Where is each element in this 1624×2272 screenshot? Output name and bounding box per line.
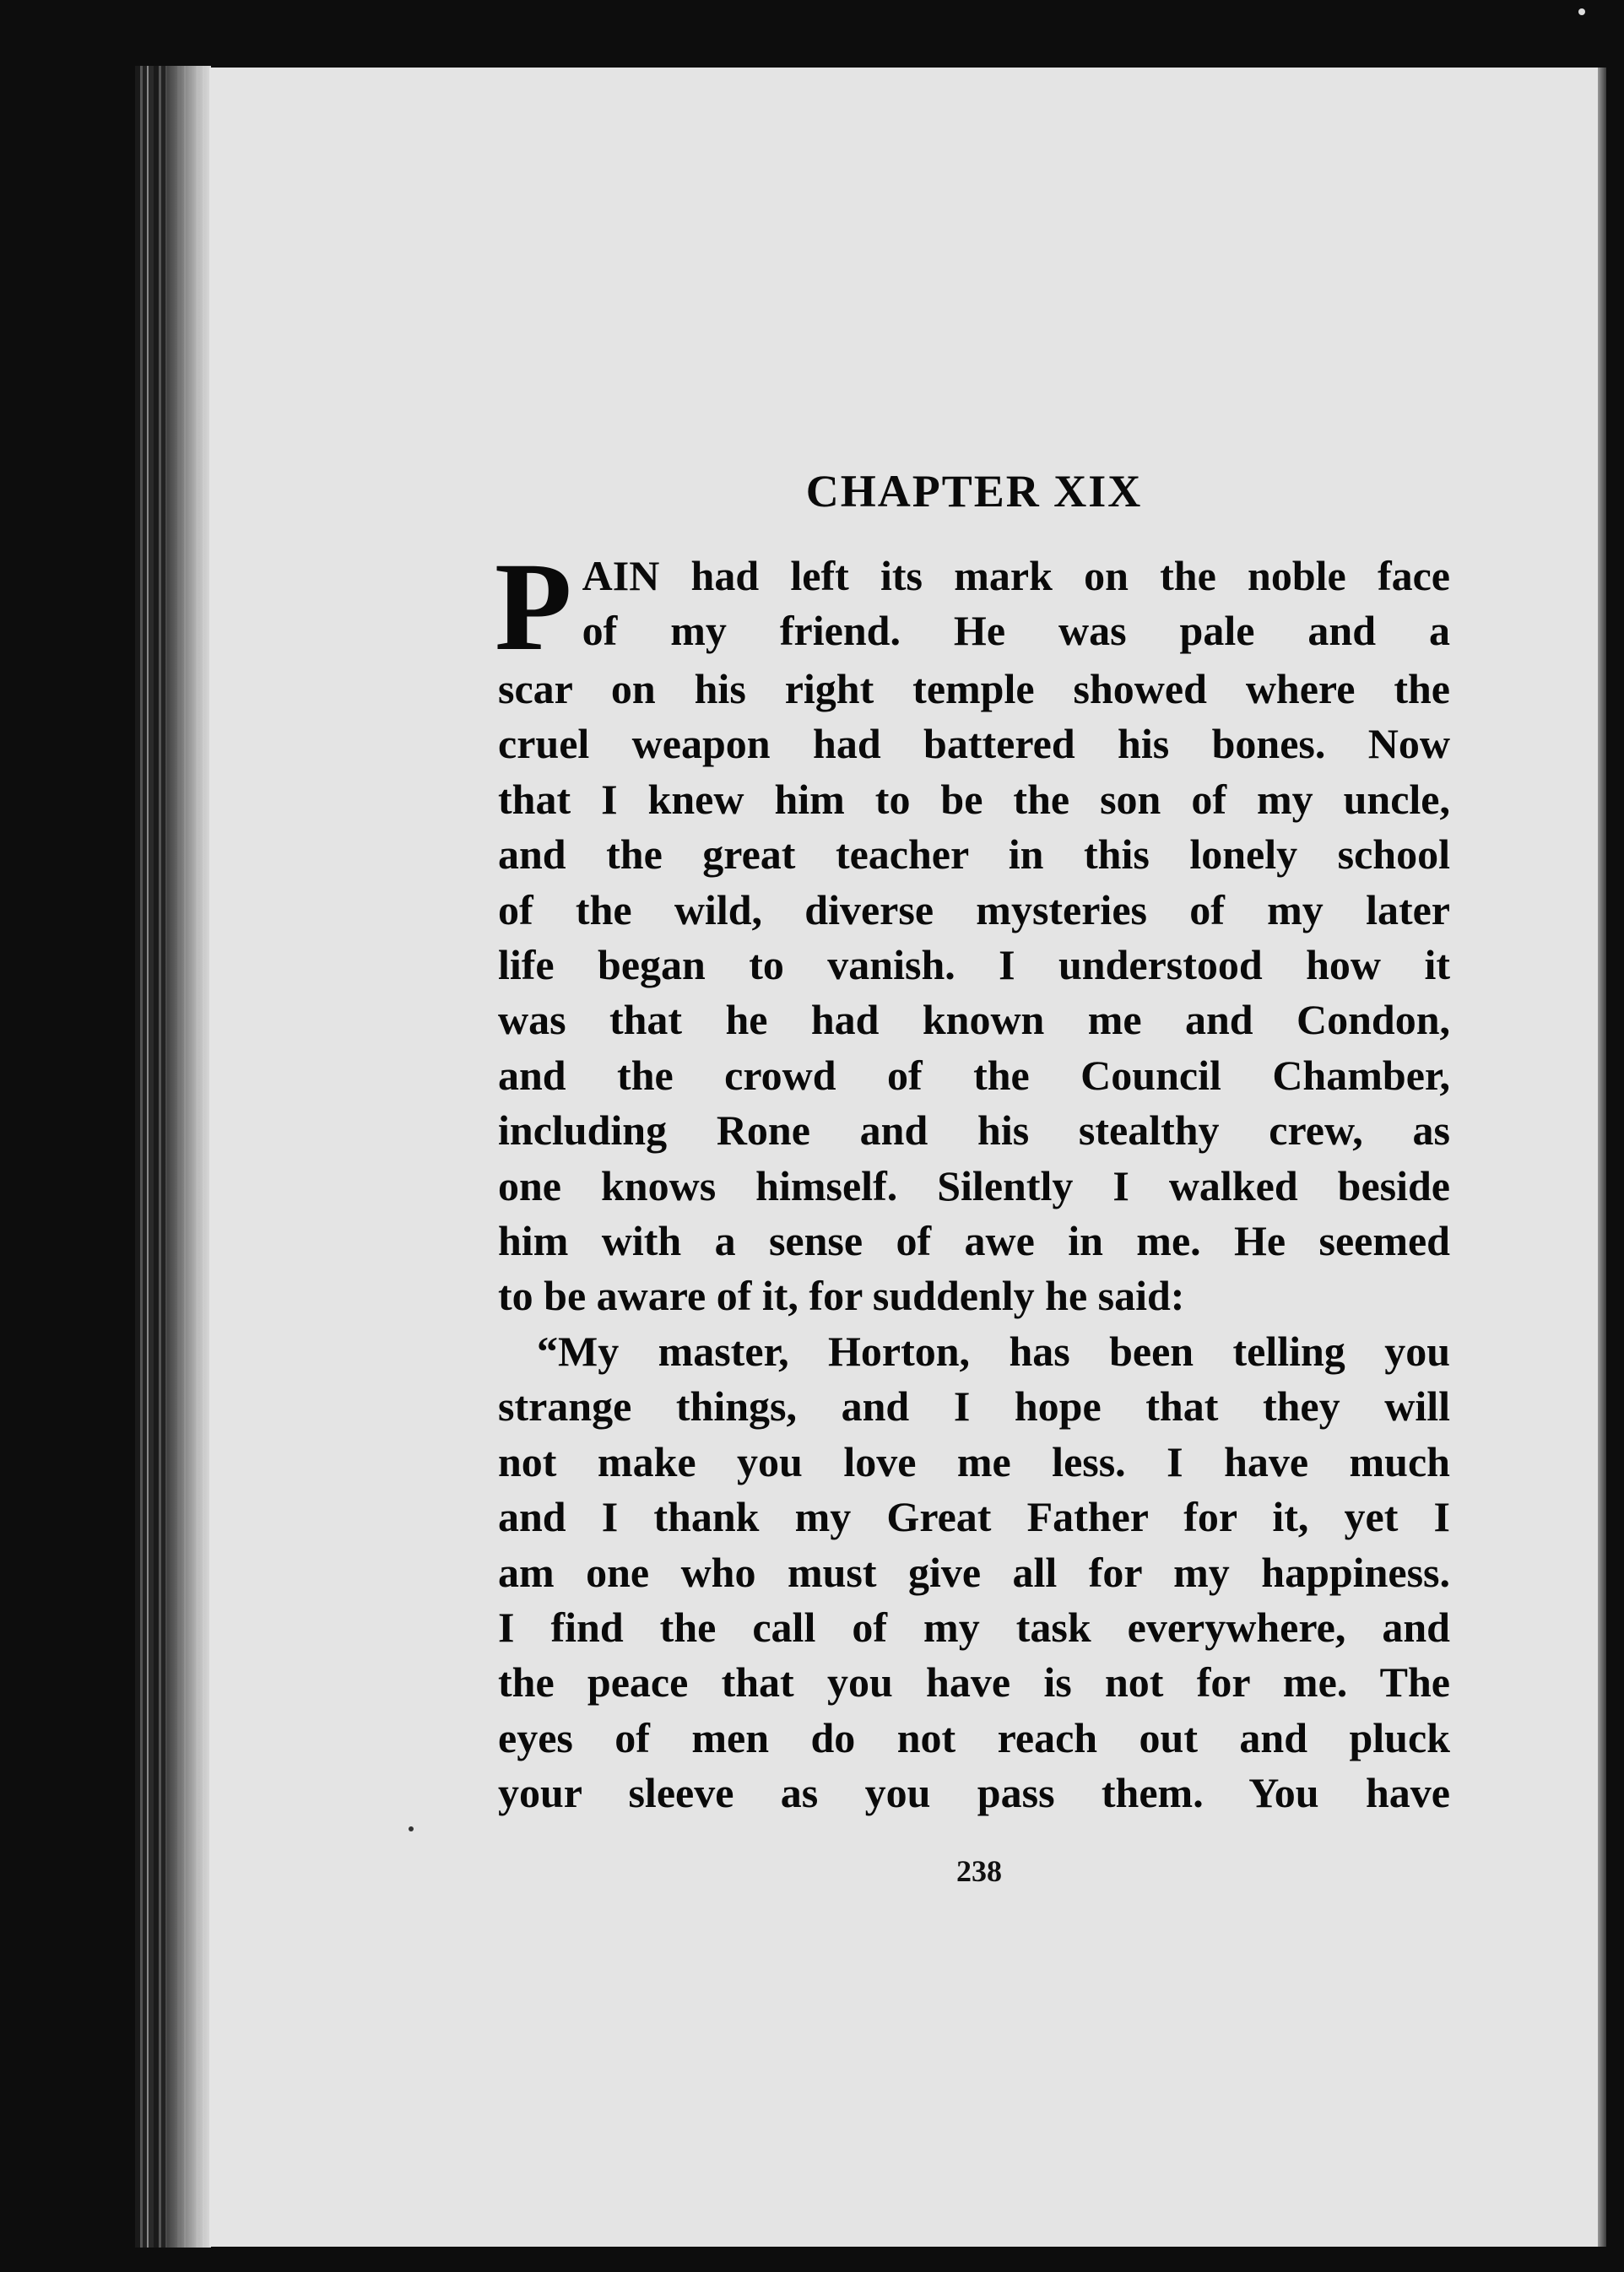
page-right-edge [1598, 68, 1606, 2247]
gutter-shadow [165, 66, 211, 2248]
text-line: am one who must give all for my happiness. [498, 1548, 1450, 1596]
chapter-title: CHAPTER XIX [805, 466, 1143, 517]
text-line: strange things, and I hope that they will [498, 1382, 1450, 1431]
scan-speck [1578, 8, 1585, 15]
text-line: life began to vanish. I understood how it [498, 941, 1450, 989]
text-line: “My master, Horton, has been telling you [537, 1327, 1450, 1375]
text-line: of my friend. He was pale and a [582, 607, 1450, 655]
text-line: one knows himself. Silently I walked beside [498, 1161, 1450, 1209]
text-line: and the great teacher in this lonely school [498, 830, 1450, 879]
body-text [495, 537, 1450, 1821]
paragraph-2 [498, 1324, 1450, 1821]
scan-speck [409, 1826, 414, 1831]
text-line: AIN had left its mark on the noble face [582, 552, 1450, 599]
text-line: that I knew him to be the son of my uncle, [498, 775, 1450, 823]
text-line: was that he had known me and Condon, [498, 996, 1450, 1044]
text-line: I find the call of my task everywhere, and [498, 1603, 1450, 1651]
text-line: and the crowd of the Council Chamber, [498, 1051, 1450, 1099]
text-line: not make you love me less. I have much [498, 1437, 1450, 1485]
text-line: including Rone and his stealthy crew, as [498, 1106, 1450, 1155]
paragraph-1 [495, 537, 1450, 1324]
text-line: and I thank my Great Father for it, yet I [498, 1493, 1450, 1541]
text-line: to be aware of it, for suddenly he said: [498, 1272, 1185, 1320]
text-line: eyes of men do not reach out and pluck [498, 1713, 1450, 1761]
text-block [495, 456, 1450, 1821]
text-line: scar on his right temple showed where the [498, 665, 1450, 712]
text-line: the peace that you have is not for me. The [498, 1658, 1450, 1707]
text-line: of the wild, diverse mysteries of my later [498, 885, 1450, 933]
text-line: cruel weapon had battered his bones. Now [498, 720, 1450, 768]
drop-cap: P [495, 537, 572, 677]
text-line: your sleeve as you pass them. You have [498, 1769, 1450, 1817]
text-line: him with a sense of awe in me. He seemed [498, 1217, 1450, 1265]
page-number: 238 [956, 1854, 1002, 1888]
